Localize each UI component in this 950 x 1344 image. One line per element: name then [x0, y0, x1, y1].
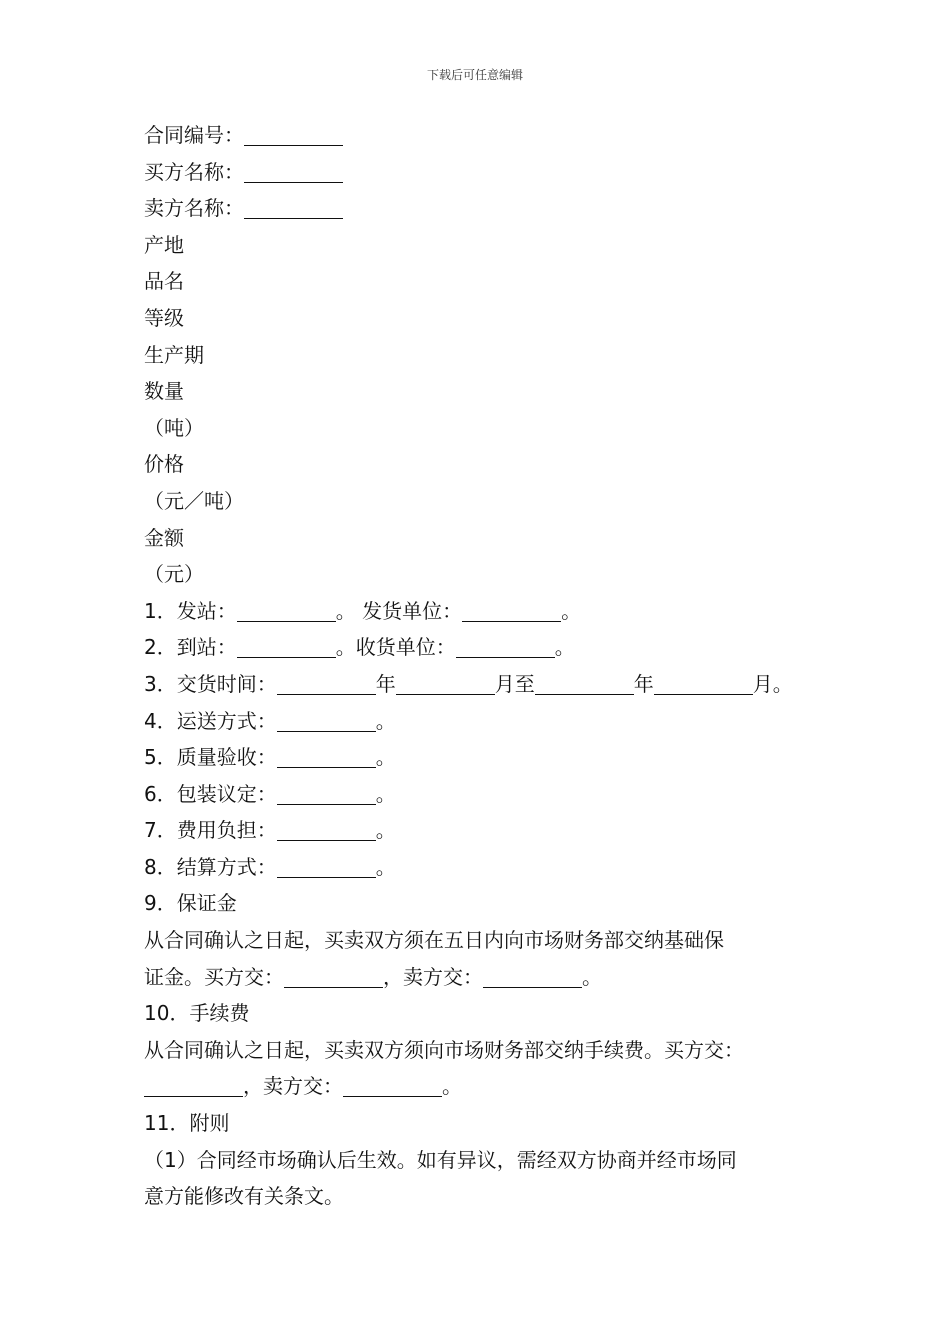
deposit-paragraph-line1: 从合同确认之日起，买卖双方须在五日内向市场财务部交纳基础保: [144, 928, 724, 953]
shipper-label: 。 发货单位：: [335, 598, 463, 623]
label-production-date: 生产期: [144, 342, 204, 367]
arrival-station-blank[interactable]: [237, 635, 336, 658]
cost-bearing-label: 7．费用负担：: [144, 818, 277, 843]
label-price-unit: （元／吨）: [144, 488, 244, 513]
delivery-month-to-blank[interactable]: [654, 672, 753, 695]
seller-blank[interactable]: [244, 196, 343, 219]
seller-label: 卖方名称：: [144, 196, 244, 221]
item-packaging: [144, 776, 824, 813]
item-quality-inspection: [144, 739, 824, 776]
item9-end: 。: [582, 964, 602, 989]
item-delivery-time: [144, 666, 824, 703]
buyer-row: [144, 154, 824, 191]
deposit-seller-label: ，卖方交：: [383, 964, 483, 989]
label-product-name: 品名: [144, 269, 184, 294]
page-header: 下载后可任意编辑: [426, 68, 523, 82]
delivery-month-from-blank[interactable]: [396, 672, 495, 695]
settlement-method-blank[interactable]: [277, 855, 376, 878]
year-label: 年: [375, 671, 396, 696]
month-to-label: 月至: [494, 671, 535, 696]
departure-station-label: 1．发站：: [144, 598, 237, 623]
year-label-2: 年: [633, 671, 654, 696]
item2-end: 。: [554, 635, 575, 660]
appendix-paragraph-line1: （1）合同经市场确认后生效。如有异议，需经双方协商并经市场同: [144, 1147, 737, 1172]
item6-end: 。: [375, 781, 396, 806]
item5-end: 。: [375, 745, 396, 770]
item-cost-bearing: [144, 812, 824, 849]
fee-seller-blank[interactable]: [343, 1074, 442, 1097]
label-grade: 等级: [144, 305, 184, 330]
item-arrival-station: [144, 629, 824, 666]
item1-end: 。: [561, 598, 582, 623]
item7-end: 。: [375, 818, 396, 843]
deposit-seller-blank[interactable]: [483, 965, 582, 988]
deposit-buyer-label: 证金。买方交：: [144, 964, 284, 989]
label-price: 价格: [144, 452, 184, 477]
fee-paragraph-line2: [144, 1068, 824, 1105]
contract-no-blank[interactable]: [244, 123, 343, 146]
label-amount-unit: （元）: [144, 562, 204, 587]
contract-body: [144, 117, 824, 1215]
deposit-paragraph-line2: [144, 959, 824, 996]
appendix-paragraph-line2: 意方能修改有关条文。: [144, 1184, 344, 1209]
contract-no-row: [144, 117, 824, 154]
consignee-blank[interactable]: [456, 635, 555, 658]
item-fee-title: 10．手续费: [144, 1001, 250, 1026]
packaging-label: 6．包装议定：: [144, 781, 277, 806]
item-deposit-title: 9．保证金: [144, 891, 237, 916]
item4-end: 。: [375, 708, 396, 733]
arrival-station-label: 2．到站：: [144, 635, 237, 660]
packaging-blank[interactable]: [277, 782, 376, 805]
shipper-blank[interactable]: [462, 599, 561, 622]
fee-buyer-blank[interactable]: [144, 1074, 243, 1097]
deposit-buyer-blank[interactable]: [284, 965, 383, 988]
quality-inspection-blank[interactable]: [277, 745, 376, 768]
transport-method-blank[interactable]: [277, 709, 376, 732]
transport-method-label: 4．运送方式：: [144, 708, 277, 733]
item-transport-method: [144, 703, 824, 740]
item-settlement-method: [144, 849, 824, 886]
buyer-blank[interactable]: [244, 160, 343, 183]
buyer-label: 买方名称：: [144, 159, 244, 184]
label-origin: 产地: [144, 232, 184, 257]
item8-end: 。: [375, 854, 396, 879]
delivery-year-from-blank[interactable]: [277, 672, 376, 695]
label-quantity-unit: （吨）: [144, 415, 204, 440]
consignee-label: 。收货单位：: [335, 635, 456, 660]
quality-inspection-label: 5．质量验收：: [144, 745, 277, 770]
fee-paragraph-line1: 从合同确认之日起，买卖双方须向市场财务部交纳手续费。买方交：: [144, 1037, 744, 1062]
settlement-method-label: 8．结算方式：: [144, 854, 277, 879]
item-appendix-title: 11．附则: [144, 1111, 230, 1136]
cost-bearing-blank[interactable]: [277, 818, 376, 841]
item10-end: 。: [442, 1074, 462, 1099]
item-departure-station: [144, 593, 824, 630]
label-quantity: 数量: [144, 379, 184, 404]
departure-station-blank[interactable]: [237, 599, 336, 622]
seller-row: [144, 190, 824, 227]
label-amount: 金额: [144, 525, 184, 550]
delivery-year-to-blank[interactable]: [535, 672, 634, 695]
month-end-label: 月。: [752, 671, 793, 696]
contract-no-label: 合同编号：: [144, 123, 244, 147]
delivery-time-label: 3．交货时间：: [144, 671, 277, 696]
fee-seller-label: ，卖方交：: [243, 1074, 343, 1099]
